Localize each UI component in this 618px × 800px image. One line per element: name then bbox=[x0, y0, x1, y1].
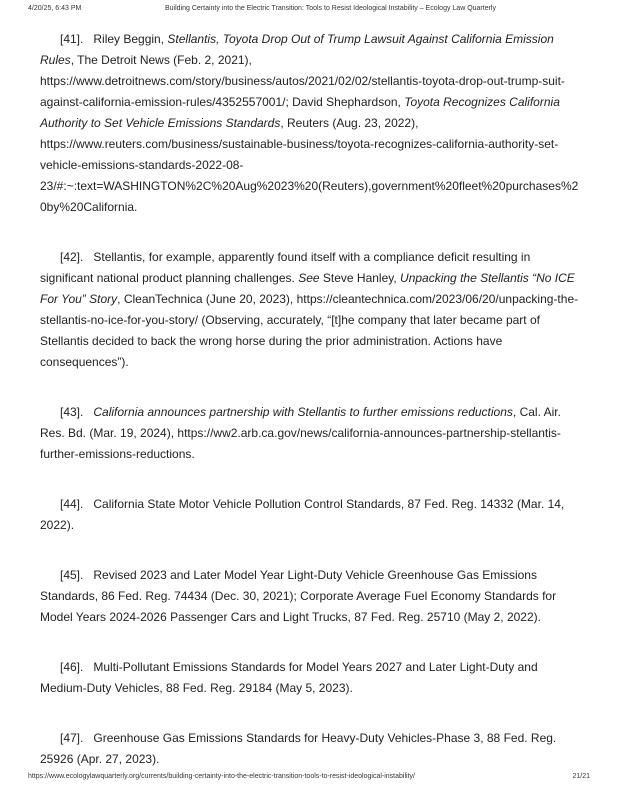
endnote-47 bbox=[40, 728, 580, 770]
note-text: Multi-Pollutant Emissions Standards for Model Years 2027 and Later Light-Duty and Medium-Duty Vehicles, 88 Fed. Reg. 29184 (May 5, 2023). bbox=[40, 660, 538, 695]
endnote-number-link[interactable]: [42]. bbox=[60, 250, 84, 264]
endnote-43 bbox=[40, 402, 580, 465]
note-text: , Cal. Air. Res. Bd. (Mar. 19, 2024), https://ww2.arb.ca.gov/news/california-announces-partnership-stellantis-further-emissions-reductions. bbox=[40, 405, 561, 461]
endnote-41 bbox=[40, 29, 580, 218]
note-text: Stellantis, for example, apparently found itself with a compliance deficit resulting in significant national product planning challenges. bbox=[40, 250, 531, 285]
print-footer bbox=[0, 773, 618, 787]
endnotes bbox=[40, 29, 580, 799]
endnote-42 bbox=[40, 247, 580, 373]
note-text: , The Detroit News (Feb. 2, 2021), https://www.detroitnews.com/story/business/autos/2021/02/02/stellantis-toyota-drop-out-trump-suit-against-california-emission-rules/4352557001/; David Shephardson, bbox=[40, 53, 565, 109]
endnote-number-link[interactable]: [44]. bbox=[60, 497, 84, 511]
endnote-number-link[interactable]: [45]. bbox=[60, 568, 84, 582]
note-title: Stellantis, Toyota Drop Out of Trump Lawsuit Against California Emission Rules bbox=[40, 32, 554, 67]
endnote-45 bbox=[40, 565, 580, 628]
note-title: Unpacking the Stellantis “No ICE For You” Story bbox=[40, 271, 575, 306]
endnote-number-link[interactable]: [41]. bbox=[60, 32, 84, 46]
print-url: https://www.ecologylawquarterly.org/currents/building-certainty-into-the-electric-transition-tools-to-resist-ideological-instability/ bbox=[28, 773, 415, 780]
note-text: , CleanTechnica (June 20, 2023), https://cleantechnica.com/2023/06/20/unpacking-the-stellantis-no-ice-for-you-story/ (Observing, accurately, “[t]he company that later became part of Stellantis decided to back the wrong horse during the prior administration. Actions have consequences”). bbox=[40, 292, 579, 369]
endnote-46 bbox=[40, 657, 580, 699]
note-text: California State Motor Vehicle Pollution Control Standards, 87 Fed. Reg. 14332 (Mar. 14, 2022). bbox=[40, 497, 565, 532]
print-title: Building Certainty into the Electric Transition: Tools to Resist Ideological Instability – Ecology Law Quarterly bbox=[165, 5, 496, 12]
print-header bbox=[0, 5, 618, 19]
endnote-number-link[interactable]: [43]. bbox=[60, 405, 84, 419]
note-text: , Reuters (Aug. 23, 2022), https://www.reuters.com/business/sustainable-business/toyota-recognizes-california-authority-set-vehicle-emissions-standards-2022-08-23/#:~:text=WASHINGTON%2C%20Aug%2023%20(Reuters),government%20fleet%20purchases%20by%20California. bbox=[40, 116, 579, 214]
note-title: Toyota Recognizes California Authority to Set Vehicle Emissions Standards bbox=[40, 95, 560, 130]
note-signal: See bbox=[298, 271, 320, 285]
note-text: Steve Hanley, bbox=[319, 271, 401, 285]
endnote-number-link[interactable]: [47]. bbox=[60, 731, 84, 745]
endnote-44 bbox=[40, 494, 580, 536]
note-text: Riley Beggin, bbox=[93, 32, 168, 46]
note-text: Greenhouse Gas Emissions Standards for Heavy-Duty Vehicles-Phase 3, 88 Fed. Reg. 25926 (Apr. 27, 2023). bbox=[40, 731, 557, 766]
page-number: 21/21 bbox=[572, 773, 590, 780]
note-text: Revised 2023 and Later Model Year Light-Duty Vehicle Greenhouse Gas Emissions Standards, 86 Fed. Reg. 74434 (Dec. 30, 2021); Corporate Average Fuel Economy Standards for Model Years 2024-2026 Passenger Cars and Light Trucks, 87 Fed. Reg. 25710 (May 2, 2022). bbox=[40, 568, 557, 624]
note-title: California announces partnership with Stellantis to further emissions reductions bbox=[93, 405, 513, 419]
endnote-number-link[interactable]: [46]. bbox=[60, 660, 84, 674]
print-date: 4/20/25, 6:43 PM bbox=[28, 5, 82, 12]
